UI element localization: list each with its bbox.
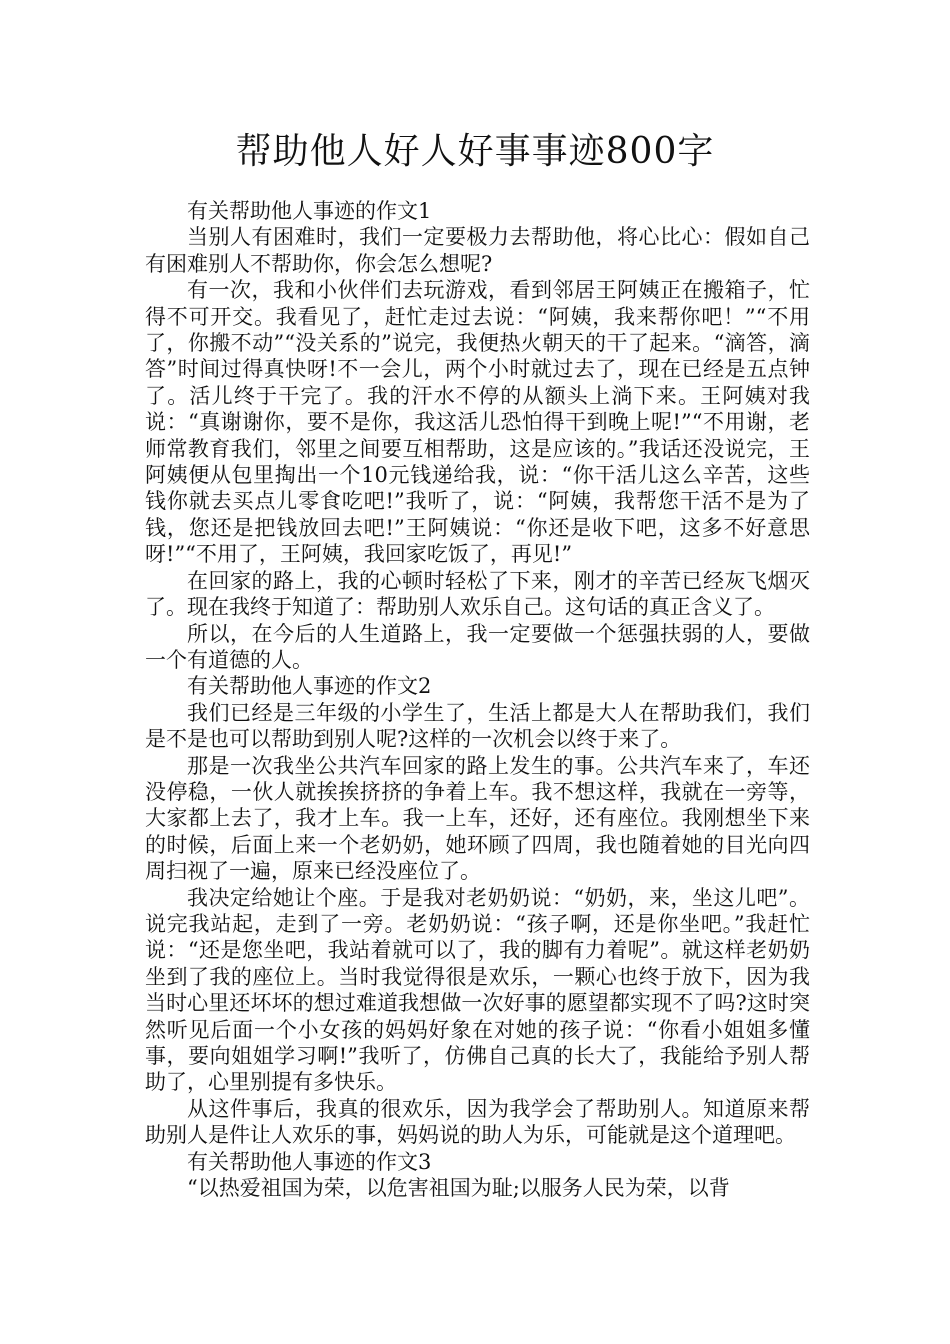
paragraph: 我决定给她让个座。于是我对老奶奶说：“奶奶，来，坐这儿吧”。说完我站起，走到了一旁。老奶奶说：“孩子啊，还是你坐吧。”我赶忙说：“还是您坐吧，我站着就可以了，我的脚有力着呢”。就这样老奶奶坐到了我的座位上。当时我觉得很是欢乐，一颗心也终于放下，因为我当时心里还坏坏的想过难道我想做一次好事的愿望都实现不了吗?这时突然听见后面一个小女孩的妈妈好象在对她的孩子说：“你看小姐姐多懂事，要向姐姐学习啊!”我听了，仿佛自己真的长大了，我能给予别人帮助了，心里别提有多快乐。 <box>145 885 810 1095</box>
paragraph: 在回家的路上，我的心顿时轻松了下来，刚才的辛苦已经灰飞烟灭了。现在我终于知道了：帮助别人欢乐自己。这句话的真正含义了。 <box>145 568 810 620</box>
section-heading-1: 有关帮助他人事迹的作文1 <box>187 199 432 223</box>
paragraph: 所以，在今后的人生道路上，我一定要做一个惩强扶弱的人，要做一个有道德的人。 <box>145 621 810 672</box>
paragraph: 从这件事后，我真的很欢乐，因为我学会了帮助别人。知道原来帮助别人是件让人欢乐的事，妈妈说的助人为乐，可能就是这个道理吧。 <box>145 1096 810 1148</box>
section-heading-3: 有关帮助他人事迹的作文3 <box>187 1149 432 1174</box>
paragraph: 有一次，我和小伙伴们去玩游戏，看到邻居王阿姨正在搬箱子，忙得不可开交。我看见了，赶忙走过去说：“阿姨，我来帮你吧！”“不用了，你搬不动”“没关系的”说完，我便热火朝天的干了起来。“滴答，滴答”时间过得真快呀!不一会儿，两个小时就过去了，现在已经是五点钟了。活儿终于干完了。我的汗水不停的从额头上淌下来。王阿姨对我说：“真谢谢你，要不是你，我这活儿恐怕得干到晚上呢!”“不用谢，老师常教育我们，邻里之间要互相帮助，这是应该的。”我话还没说完，王阿姨便从包里掏出一个10元钱递给我，说：“你干活儿这么辛苦，这些钱你就去买点儿零食吃吧!”我听了，说：“阿姨，我帮您干活不是为了钱，您还是把钱放回去吧!”王阿姨说：“你还是收下吧，这多不好意思呀!”“不用了，王阿姨，我回家吃饭了，再见!” <box>145 278 810 567</box>
paragraph: “以热爱祖国为荣，以危害祖国为耻;以服务人民为荣，以背 <box>187 1176 730 1201</box>
document-title: 帮助他人好人好事事迹800字 <box>235 131 715 172</box>
paragraph: 那是一次我坐公共汽车回家的路上发生的事。公共汽车来了，车还没停稳，一伙人就挨挨挤挤的争着上车。我不想这样，我就在一旁等，大家都上去了，我才上车。我一上车，还好，还有座位。我刚想坐下来的时候，后面上来一个老奶奶，她环顾了四周，我也随着她的目光向四周扫视了一遍，原来已经没座位了。 <box>145 753 810 884</box>
paragraph: 当别人有困难时，我们一定要极力去帮助他，将心比心：假如自己有困难别人不帮助你，你会怎么想呢? <box>145 225 810 276</box>
document-body <box>145 198 810 1201</box>
paragraph: 我们已经是三年级的小学生了，生活上都是大人在帮助我们，我们是不是也可以帮助到别人呢?这样的一次机会以终于来了。 <box>145 700 810 752</box>
section-heading-2: 有关帮助他人事迹的作文2 <box>187 674 432 699</box>
